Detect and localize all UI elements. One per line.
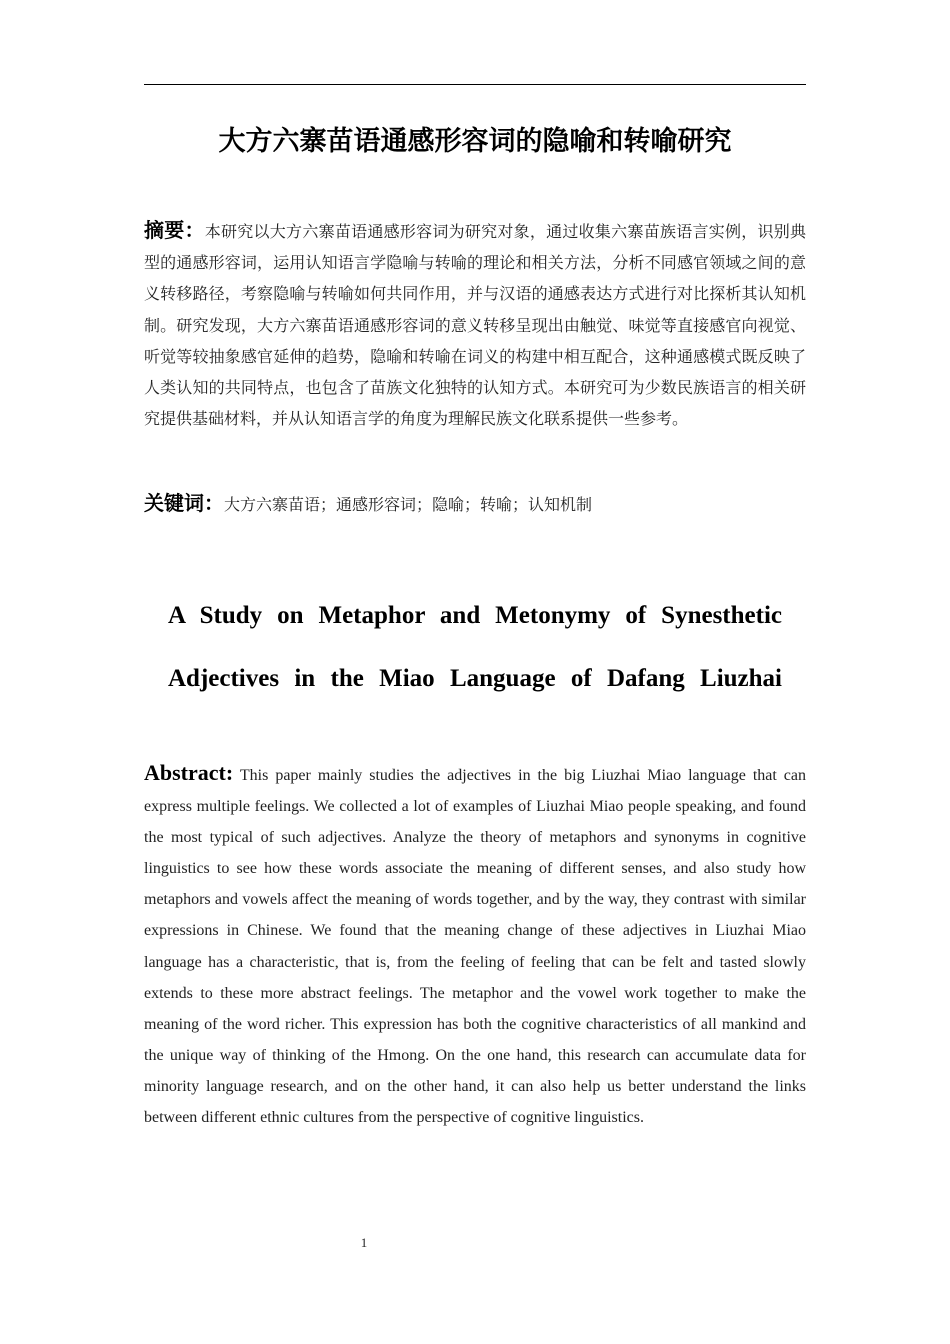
english-abstract-label: Abstract:	[144, 760, 234, 785]
english-title-line-2: Adjectives in the Miao Language of Dafang Liuzhai	[168, 665, 782, 692]
english-abstract-text: This paper mainly studies the adjectives in the big Liuzhai Miao language that can express multiple feelings. We collected a lot of examples of Liuzhai Miao people speaking, and found the most typical of such adjectives. Analyze the theory of metaphors and synonyms in cognitive linguistics to see how these words associate the meaning of different senses, and also study how metaphors and vowels affect the meaning of words together, and by the way, they contrast with similar expressions in Chinese. We found that the meaning change of these adjectives in Liuzhai Miao language has a characteristic, that is, from the feeling of feeling that can be felt and tasted slowly extends to these more abstract feelings. The metaphor and the vowel work together to make the meaning of the word richer. This expression has both the cognitive characteristics of all mankind and the unique way of thinking of the Hmong. On the one hand, this research can accumulate data for minority language research, and on the other hand, it can also help us better understand the links between different ethnic cultures from the perspective of cognitive linguistics.	[144, 767, 806, 1127]
chinese-keywords	[144, 486, 806, 522]
english-title	[168, 584, 782, 710]
header-rule	[144, 84, 806, 85]
english-abstract	[144, 757, 806, 1133]
chinese-keywords-label: 关键词：	[144, 491, 224, 515]
chinese-abstract-text: 本研究以大方六寨苗语通感形容词为研究对象，通过收集六寨苗族语言实例，识别典型的通感形容词，运用认知语言学隐喻与转喻的理论和相关方法，分析不同感官领域之间的意义转移路径，考察隐喻与转喻如何共同作用，并与汉语的通感表达方式进行对比探析其认知机制。研究发现，大方六寨苗语通感形容词的意义转移呈现出由触觉、味觉等直接感官向视觉、听觉等较抽象感官延伸的趋势，隐喻和转喻在词义的构建中相互配合，这种通感模式既反映了人类认知的共同特点，也包含了苗族文化独特的认知方式。本研究可为少数民族语言的相关研究提供基础材料，并从认知语言学的角度为理解民族文化联系提供一些参考。	[144, 222, 806, 429]
english-title-line-1: A Study on Metaphor and Metonymy of Synesthetic	[168, 602, 782, 629]
chinese-title: 大方六寨苗语通感形容词的隐喻和转喻研究	[218, 126, 732, 157]
page-number: 1	[360, 1235, 368, 1250]
chinese-keywords-text: 大方六寨苗语；通感形容词；隐喻；转喻；认知机制	[224, 495, 593, 514]
chinese-abstract-label: 摘要：	[144, 218, 205, 242]
chinese-abstract	[144, 215, 806, 434]
